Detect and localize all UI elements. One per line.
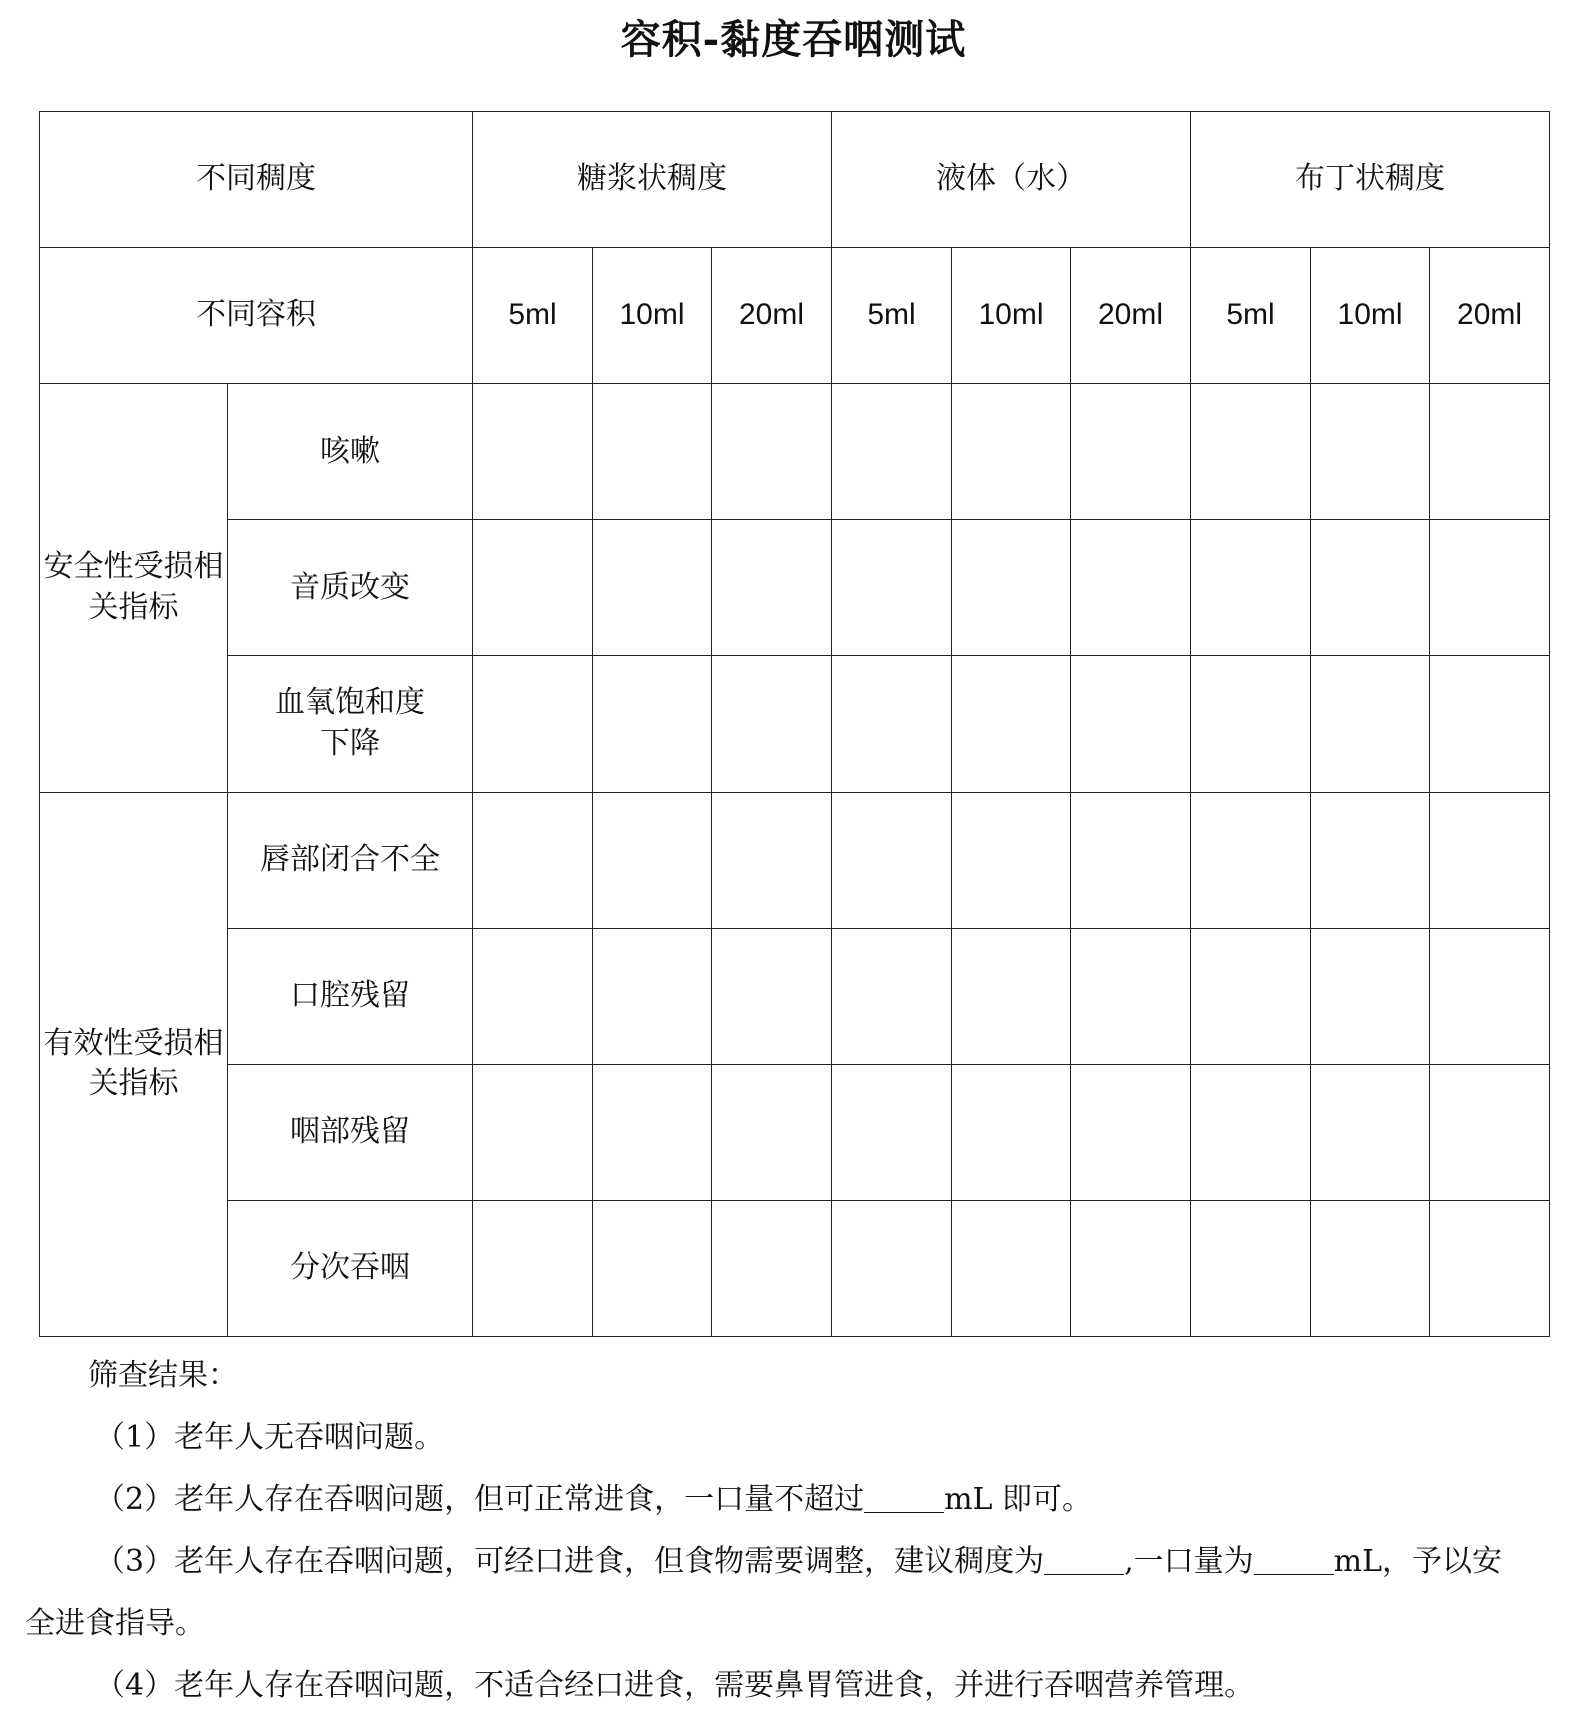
entry-cell[interactable] [593,656,712,792]
viscosity-blank[interactable] [1044,1544,1124,1575]
safety-group-label: 安全性受损相关指标 [40,384,228,792]
entry-cell[interactable] [952,1064,1071,1200]
viscosity-syrup: 糖浆状稠度 [473,112,832,248]
entry-cell[interactable] [1191,928,1311,1064]
entry-cell[interactable] [712,656,832,792]
entry-cell[interactable] [832,1200,952,1336]
entry-cell[interactable] [593,1200,712,1336]
entry-cell[interactable] [832,928,952,1064]
entry-cell[interactable] [593,928,712,1064]
entry-cell[interactable] [1071,1200,1191,1336]
entry-cell[interactable] [1071,792,1191,928]
entry-cell[interactable] [473,1200,593,1336]
entry-cell[interactable] [832,792,952,928]
entry-cell[interactable] [1430,656,1550,792]
entry-cell[interactable] [712,384,832,520]
volume-cell: 5ml [473,248,593,384]
entry-cell[interactable] [1430,384,1550,520]
entry-cell[interactable] [1191,1064,1311,1200]
entry-cell[interactable] [473,928,593,1064]
entry-cell[interactable] [1311,1064,1430,1200]
entry-cell[interactable] [1430,792,1550,928]
entry-cell[interactable] [1191,656,1311,792]
entry-cell[interactable] [1311,928,1430,1064]
entry-cell[interactable] [593,520,712,656]
entry-cell[interactable] [1071,384,1191,520]
entry-cell[interactable] [473,384,593,520]
volume-cell: 20ml [1071,248,1191,384]
entry-cell[interactable] [1071,656,1191,792]
entry-cell[interactable] [1071,928,1191,1064]
entry-cell[interactable] [1311,384,1430,520]
bolus-volume-blank[interactable] [864,1482,944,1513]
entry-cell[interactable] [952,1200,1071,1336]
entry-cell[interactable] [1311,656,1430,792]
volume-label: 不同容积 [40,248,473,384]
results-heading: 筛查结果： [88,1358,238,1393]
entry-cell[interactable] [832,520,952,656]
entry-cell[interactable] [712,792,832,928]
entry-cell[interactable] [1430,520,1550,656]
table-row [40,1200,1550,1336]
result-option-4: （4）老年人存在吞咽问题，不适合经口进食，需要鼻胃管进食，并进行吞咽营养管理。 [95,1668,1255,1703]
volume-cell: 5ml [832,248,952,384]
result-option-3-continued: 全进食指导。 [25,1606,205,1641]
table-row [40,928,1550,1064]
volume-cell: 10ml [952,248,1071,384]
volume-cell: 20ml [1430,248,1550,384]
entry-cell[interactable] [1311,1200,1430,1336]
swallow-test-table [39,111,1550,1337]
entry-cell[interactable] [952,792,1071,928]
entry-cell[interactable] [952,384,1071,520]
entry-cell[interactable] [1311,792,1430,928]
entry-cell[interactable] [832,656,952,792]
bolus-volume-blank[interactable] [1254,1544,1334,1575]
volume-cell: 5ml [1191,248,1311,384]
result-option-3: （3）老年人存在吞咽问题，可经口进食，但食物需要调整，建议稠度为 ,一口量为 mL，予以安 [95,1544,1503,1579]
indicator-label: 唇部闭合不全 [228,792,473,928]
table-row [40,384,1550,520]
entry-cell[interactable] [712,1200,832,1336]
entry-cell[interactable] [1430,928,1550,1064]
volume-cell: 10ml [1311,248,1430,384]
table-row [40,1064,1550,1200]
entry-cell[interactable] [593,792,712,928]
indicator-label: 音质改变 [228,520,473,656]
entry-cell[interactable] [593,384,712,520]
result-option-1: （1）老年人无吞咽问题。 [95,1420,445,1455]
entry-cell[interactable] [1191,384,1311,520]
entry-cell[interactable] [712,928,832,1064]
viscosity-header-row [40,112,1550,248]
entry-cell[interactable] [712,1064,832,1200]
entry-cell[interactable] [1071,1064,1191,1200]
entry-cell[interactable] [593,1064,712,1200]
entry-cell[interactable] [473,656,593,792]
viscosity-label: 不同稠度 [40,112,473,248]
indicator-label: 血氧饱和度下降 [228,656,473,792]
volume-header-row [40,248,1550,384]
indicator-label: 咳嗽 [228,384,473,520]
volume-cell: 10ml [593,248,712,384]
entry-cell[interactable] [1191,792,1311,928]
entry-cell[interactable] [473,520,593,656]
viscosity-pudding: 布丁状稠度 [1191,112,1550,248]
entry-cell[interactable] [952,656,1071,792]
efficacy-group-label: 有效性受损相关指标 [40,792,228,1336]
indicator-label: 分次吞咽 [228,1200,473,1336]
page-title: 容积-黏度吞咽测试 [620,16,967,63]
volume-cell: 20ml [712,248,832,384]
entry-cell[interactable] [952,520,1071,656]
result-option-2: （2）老年人存在吞咽问题，但可正常进食，一口量不超过 mL 即可。 [95,1482,1092,1517]
viscosity-liquid: 液体（水） [832,112,1191,248]
indicator-label: 口腔残留 [228,928,473,1064]
entry-cell[interactable] [1311,520,1430,656]
entry-cell[interactable] [832,384,952,520]
entry-cell[interactable] [712,520,832,656]
entry-cell[interactable] [832,1064,952,1200]
entry-cell[interactable] [1191,520,1311,656]
screening-results [0,1345,1587,1717]
table-row [40,656,1550,792]
entry-cell[interactable] [1430,1200,1550,1336]
entry-cell[interactable] [952,928,1071,1064]
entry-cell[interactable] [1430,1064,1550,1200]
entry-cell[interactable] [473,792,593,928]
entry-cell[interactable] [1191,1200,1311,1336]
indicator-label: 咽部残留 [228,1064,473,1200]
table-row [40,792,1550,928]
entry-cell[interactable] [473,1064,593,1200]
entry-cell[interactable] [1071,520,1191,656]
table-row [40,520,1550,656]
